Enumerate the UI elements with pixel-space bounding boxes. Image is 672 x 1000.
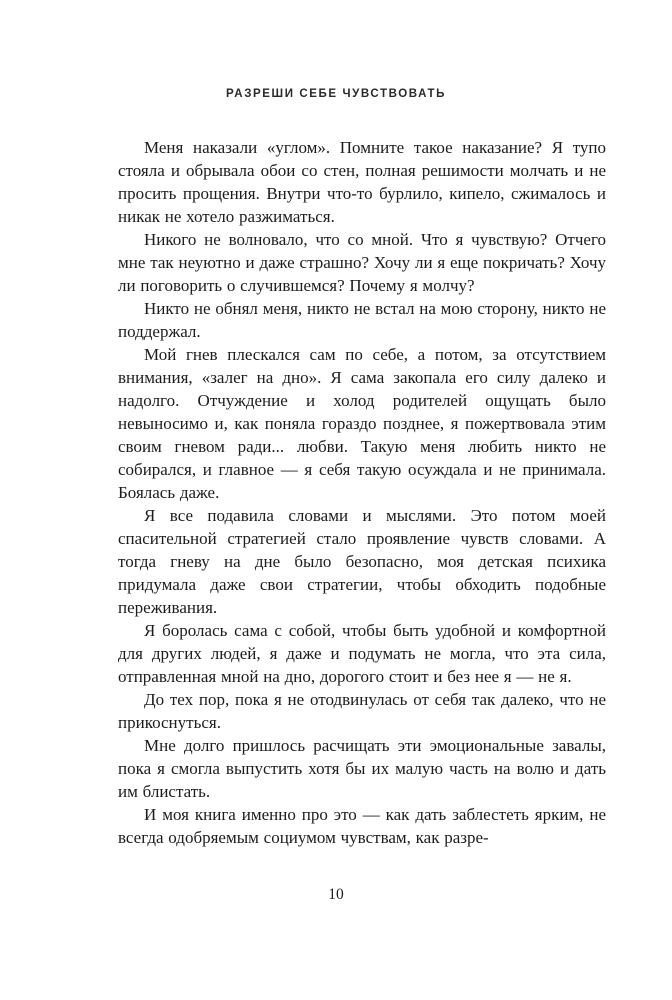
- paragraph: Мне долго пришлось расчищать эти эмоциональные завалы, пока я смогла выпустить хотя бы их малую часть на волю и дать им блистать.: [118, 736, 606, 801]
- paragraph: Никого не волновало, что со мной. Что я чувствую? Отчего мне так неуютно и даже страшно? Хочу ли я еще покричать? Хочу ли поговорить о случившемся? Почему я молчу?: [118, 230, 606, 295]
- paragraph: И моя книга именно про это — как дать заблестеть ярким, не всегда одобряемым социумом чувствам, как разре-: [118, 805, 606, 847]
- paragraph: Никто не обнял меня, никто не встал на мою сторону, никто не поддержал.: [118, 299, 606, 341]
- paragraph: Мой гнев плескался сам по себе, а потом, за отсутствием внимания, «залег на дно». Я сама закопала его силу далеко и надолго. Отчуждение и холод родителей ощущать было невыносимо и, как поняла гораздо позднее, я пожертвовала этим своим гневом ради... любви. Такую меня любить никто не собирался, и главное — я себя такую осуждала и не принимала. Боялась даже.: [118, 345, 606, 502]
- page-number: 10: [328, 886, 344, 903]
- paragraph: Меня наказали «углом». Помните такое наказание? Я тупо стояла и обрывала обои со стен, полная решимости молчать и не просить прощения. Внутри что-то бурлило, кипело, сжималось и никак не хотело разжиматься.: [118, 138, 606, 226]
- paragraph: До тех пор, пока я не отодвинулась от себя так далеко, что не прикоснуться.: [118, 690, 606, 732]
- paragraph: Я боролась сама с собой, чтобы быть удобной и комфортной для других людей, я даже и подумать не могла, что эта сила, отправленная мной на дно, дорогого стоит и без нее я — не я.: [118, 621, 606, 686]
- running-head: РАЗРЕШИ СЕБЕ ЧУВСТВОВАТЬ: [226, 88, 446, 100]
- paragraph: Я все подавила словами и мыслями. Это потом моей спасительной стратегией стало проявление чувств словами. А тогда гневу на дне было безопасно, моя детская психика придумала даже свои стратегии, чтобы обходить подобные переживания.: [118, 506, 606, 617]
- text-block: [118, 136, 606, 849]
